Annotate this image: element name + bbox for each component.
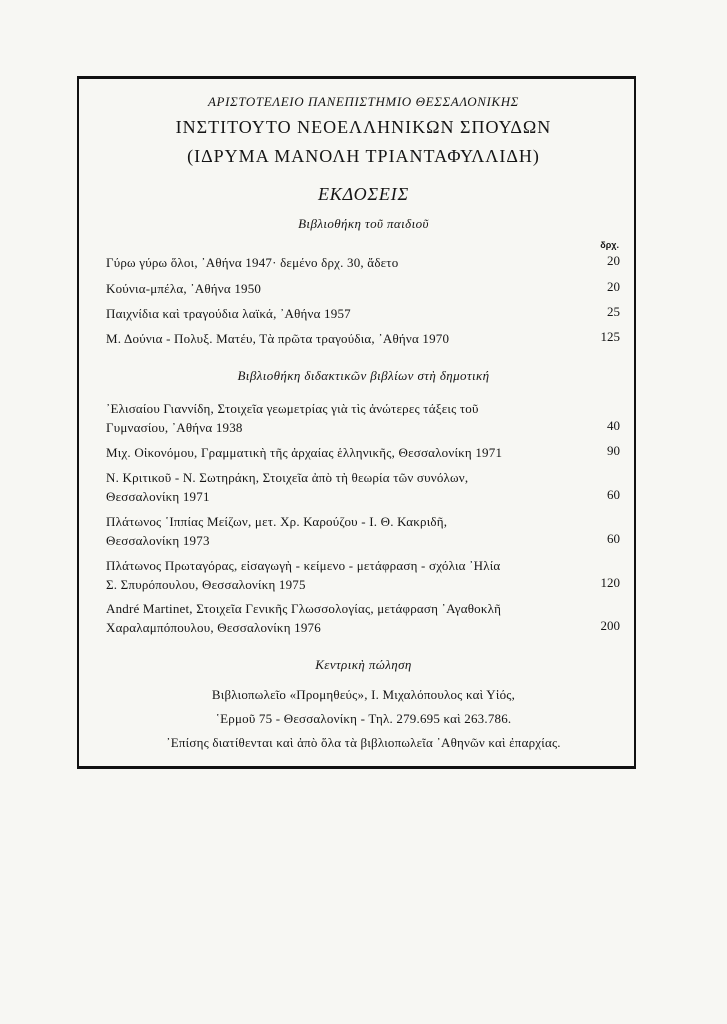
- list-item: Γύρω γύρω ὅλοι, ᾽Αθήνα 1947· δεμένο δρχ. 30, ἄδετο: [106, 255, 399, 270]
- list-item: ᾽Ελισαίου Γιαννίδη, Στοιχεῖα γεωμετρίας γιὰ τὶς ἀνώτερες τάξεις τοῦ: [106, 401, 479, 416]
- section-title-central-sales: Κεντρικὴ πώληση: [315, 657, 412, 672]
- price-value: 20: [607, 253, 620, 268]
- price-value: 90: [607, 443, 620, 458]
- list-item: Μ. Δούνια - Πολυξ. Ματέυ, Τὰ πρῶτα τραγούδια, ᾽Αθήνα 1970: [106, 331, 450, 346]
- list-item-continuation: Θεσσαλονίκη 1971: [106, 489, 210, 504]
- price-value: 20: [607, 279, 620, 294]
- section-title-childrens-library: Βιβλιοθήκη τοῦ παιδιοῦ: [298, 216, 429, 231]
- list-item: Ν. Κριτικοῦ - Ν. Σωτηράκη, Στοιχεῖα ἀπὸ τὴ θεωρία τῶν συνόλων,: [106, 470, 469, 485]
- bookstore-address: Βιβλιοπωλεῖο «Προμηθεύς», Ι. Μιχαλόπουλος καὶ Υἱός,: [211, 687, 516, 702]
- institute-heading: ΙΝΣΤΙΤΟΥΤΟ ΝΕΟΕΛΛΗΝΙΚΩΝ ΣΠΟΥΔΩΝ: [175, 117, 552, 137]
- bookstore-contact: ῾Ερμοῦ 75 - Θεσσαλονίκη - Τηλ. 279.695 καὶ 263.786.: [215, 711, 512, 726]
- list-item: André Martinet, Στοιχεῖα Γενικῆς Γλωσσολογίας, μετάφραση ᾽Αγαθοκλῆ: [106, 601, 502, 616]
- list-item-continuation: Γυμνασίου, ᾽Αθήνα 1938: [106, 420, 243, 435]
- list-item: Πλάτωνος ῾Ιππίας Μείζων, μετ. Χρ. Καρούζου - Ι. Θ. Κακριδῆ,: [106, 514, 448, 529]
- price-value: 25: [607, 304, 620, 319]
- price-value: 60: [607, 531, 620, 546]
- list-item: Κούνια-μπέλα, ᾽Αθήνα 1950: [106, 281, 262, 296]
- price-value: 200: [600, 618, 620, 633]
- price-value: 60: [607, 487, 620, 502]
- list-item: Μιχ. Οἰκονόμου, Γραμματικὴ τῆς ἀρχαίας ἑλληνικῆς, Θεσσαλονίκη 1971: [106, 445, 503, 460]
- list-item-continuation: Σ. Σπυρόπουλου, Θεσσαλονίκη 1975: [106, 577, 306, 592]
- price-value: 120: [600, 575, 620, 590]
- list-item: Παιχνίδια καὶ τραγούδια λαϊκά, ᾽Αθήνα 1957: [106, 306, 351, 321]
- foundation-heading: (ΙΔΡΥΜΑ ΜΑΝΟΛΗ ΤΡΙΑΝΤΑΦΥΛΛΙΔΗ): [187, 146, 540, 166]
- availability-note: ᾽Επίσης διατίθενται καὶ ἀπὸ ὅλα τὰ βιβλιοπωλεῖα ᾽Αθηνῶν καὶ ἐπαρχίας.: [166, 735, 561, 750]
- currency-label: δρχ.: [600, 240, 619, 250]
- price-value: 125: [600, 329, 620, 344]
- list-item-continuation: Χαραλαμπόπουλου, Θεσσαλονίκη 1976: [106, 620, 321, 635]
- list-item-continuation: Θεσσαλονίκη 1973: [106, 533, 210, 548]
- list-item: Πλάτωνος Πρωταγόρας, εἰσαγωγὴ - κείμενο - μετάφραση - σχόλια ᾽Ηλία: [106, 558, 501, 573]
- university-heading: ΑΡΙΣΤΟΤΕΛΕΙΟ ΠΑΝΕΠΙΣΤΗΜΙΟ ΘΕΣΣΑΛΟΝΙΚΗΣ: [207, 94, 520, 109]
- section-title-textbooks-library: Βιβλιοθήκη διδακτικῶν βιβλίων στὴ δημοτική: [237, 368, 490, 383]
- price-value: 40: [607, 418, 620, 433]
- publications-title: ΕΚΔΟΣΕΙΣ: [317, 184, 409, 204]
